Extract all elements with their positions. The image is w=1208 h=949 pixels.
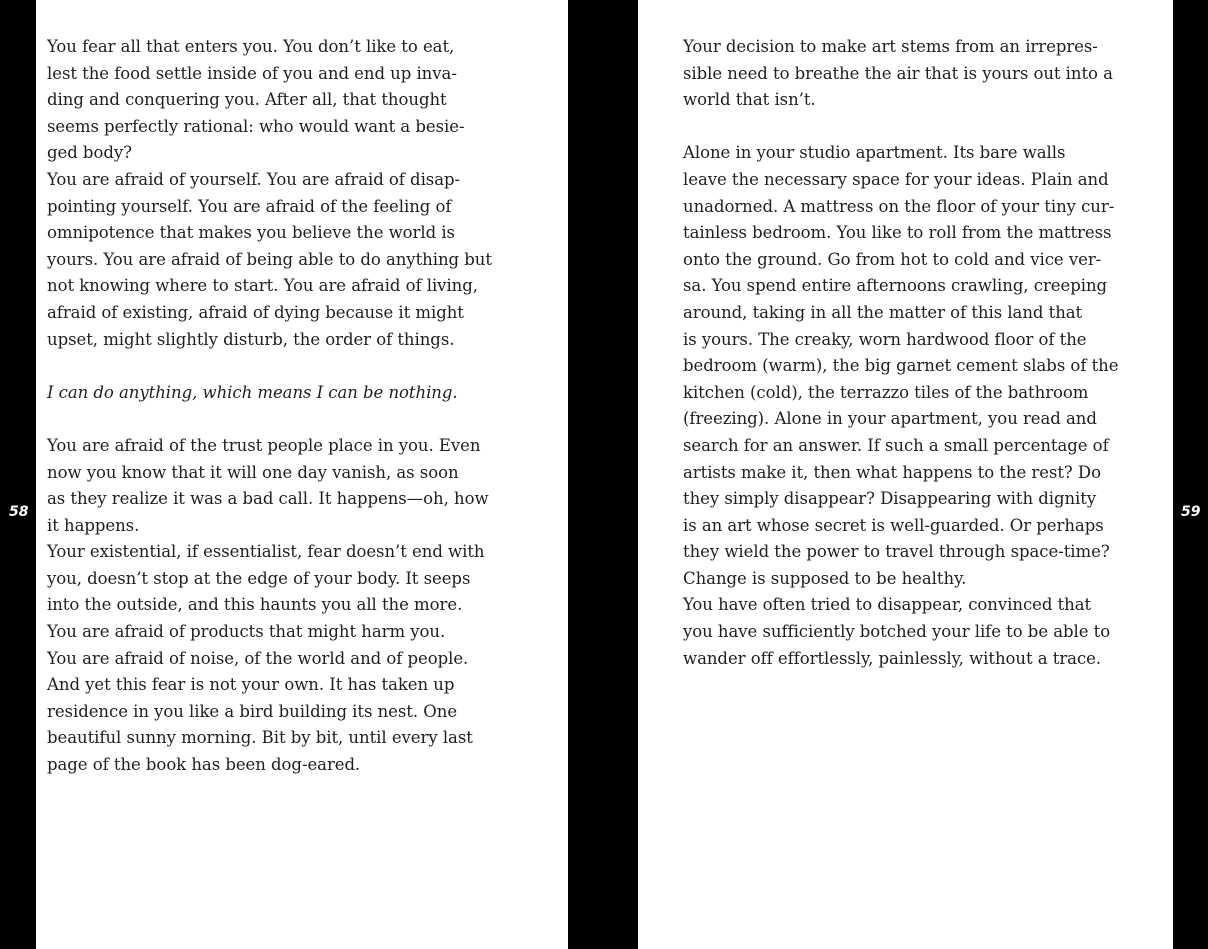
right-page — [638, 0, 1173, 949]
paragraph: Alone in your studio apartment. Its bare walls leave the necessary space for your ideas. Plain and unadorned. A mattress on the floor of your tiny cur- tainless bedroom. You like to roll from the mattress onto the ground. Go from hot to cold and vice ver- sa. You spend entire afternoons crawling, creeping around, taking in all the matter of this land that is yours. The creaky, worn hardwood floor of the bedroom (warm), the big garnet cement slabs of the kitchen (cold), the terrazzo tiles of the bathroom (freezing). Alone in your apartment, you read and search for an answer. If such a small percentage of artists make it, then what happens to the rest? Do they simply disappear? Disappearing with dignity is an art whose secret is well-guarded. Or perhaps they wield the power to travel through space-time? Change is supposed to be healthy. — [683, 143, 1119, 588]
paragraph: You are afraid of the trust people place in you. Even now you know that it will one day vanish, as soon as they realize it was a bad call. It happens—oh, how it happens. — [47, 435, 489, 535]
paragraph: You are afraid of yourself. You are afraid of disap- pointing yourself. You are afraid of the feeling of omnipotence that makes you believe the world is yours. You are afraid of being able to do anything but not knowing where to start. You are afraid of living, afraid of existing, afraid of dying because it might upset, might slightly disturb, the order of things. — [47, 169, 492, 349]
left-page-text — [47, 34, 532, 779]
right-page-text — [683, 34, 1168, 672]
page-number-right: 59 — [1181, 504, 1201, 520]
page-number-left: 58 — [9, 504, 29, 520]
paragraph: You have often tried to disappear, convinced that you have sufficiently botched your life to be able to wander off effortlessly, painlessly, without a trace. — [683, 595, 1111, 668]
paragraph: You fear all that enters you. You don’t like to eat, lest the food settle inside of you and end up inva- ding and conquering you. After all, that thought seems perfectly rational: who would want a besie- ged body? — [47, 37, 465, 163]
left-page — [36, 0, 568, 949]
paragraph: Your decision to make art stems from an irrepres- sible need to breathe the air that is yours out into a world that isn’t. — [683, 37, 1113, 110]
italic-paragraph: I can do anything, which means I can be nothing. — [47, 382, 458, 402]
paragraph: Your existential, if essentialist, fear doesn’t end with you, doesn’t stop at the edge of your body. It seeps into the outside, and this haunts you all the more. You are afraid of products that might harm you. You are afraid of noise, of the world and of people. And yet this fear is not your own. It has taken up residence in you like a bird building its nest. One beautiful sunny morning. Bit by bit, until every last page of the book has been dog-eared. — [47, 542, 485, 775]
